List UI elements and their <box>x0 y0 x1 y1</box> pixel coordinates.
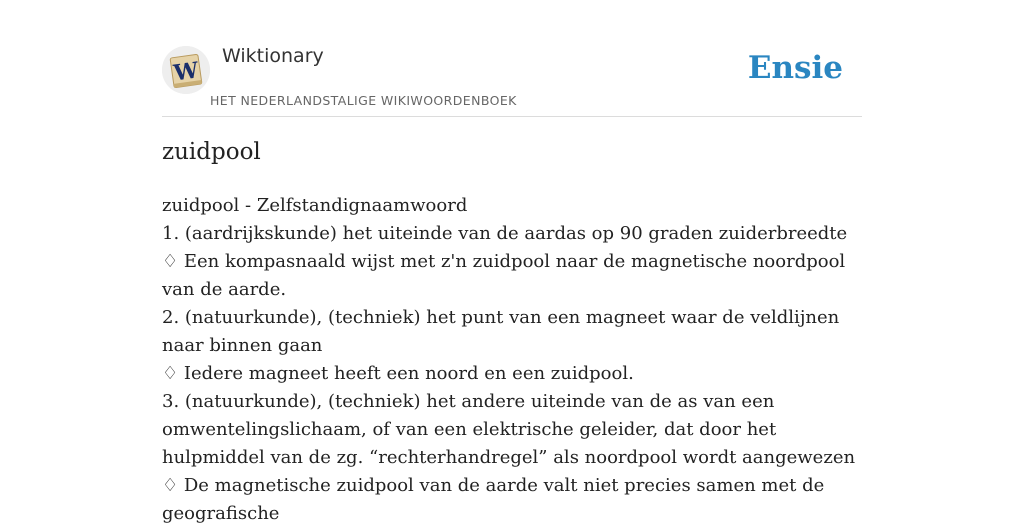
definition-2: 2. (natuurkunde), (techniek) het punt van een magneet waar de veldlijnen naar binnen gaan <box>162 307 840 356</box>
site-tagline: HET NEDERLANDSTALIGE WIKIWOORDENBOEK <box>210 93 517 108</box>
entry-content <box>162 192 862 528</box>
page-title: zuidpool <box>162 139 261 165</box>
site-header <box>162 0 862 117</box>
example-1: ♢ Een kompasnaald wijst met z'n zuidpool naar de magnetische noordpool van de aarde. <box>162 251 846 300</box>
logo-tile-icon <box>162 46 210 94</box>
wiktionary-logo-icon[interactable] <box>162 46 210 94</box>
definition-1: 1. (aardrijkskunde) het uiteinde van de aardas op 90 graden zuiderbreedte <box>162 223 848 244</box>
entry-headword-line: zuidpool - Zelfstandignaamwoord <box>162 195 468 216</box>
definition-3: 3. (natuurkunde), (techniek) het andere uiteinde van de as van een omwentelingslichaam, of van een elektrische geleider, dat door het hulpmiddel van de zg. “rechterhandregel” als noordpool wordt aangewezen <box>162 391 856 468</box>
ensie-brand-link[interactable]: Ensie <box>747 50 843 86</box>
site-name[interactable]: Wiktionary <box>222 45 324 67</box>
logo-letter: W <box>172 57 201 87</box>
example-2: ♢ Iedere magneet heeft een noord en een zuidpool. <box>162 363 634 384</box>
example-3: ♢ De magnetische zuidpool van de aarde valt niet precies samen met de geografische <box>162 475 825 524</box>
